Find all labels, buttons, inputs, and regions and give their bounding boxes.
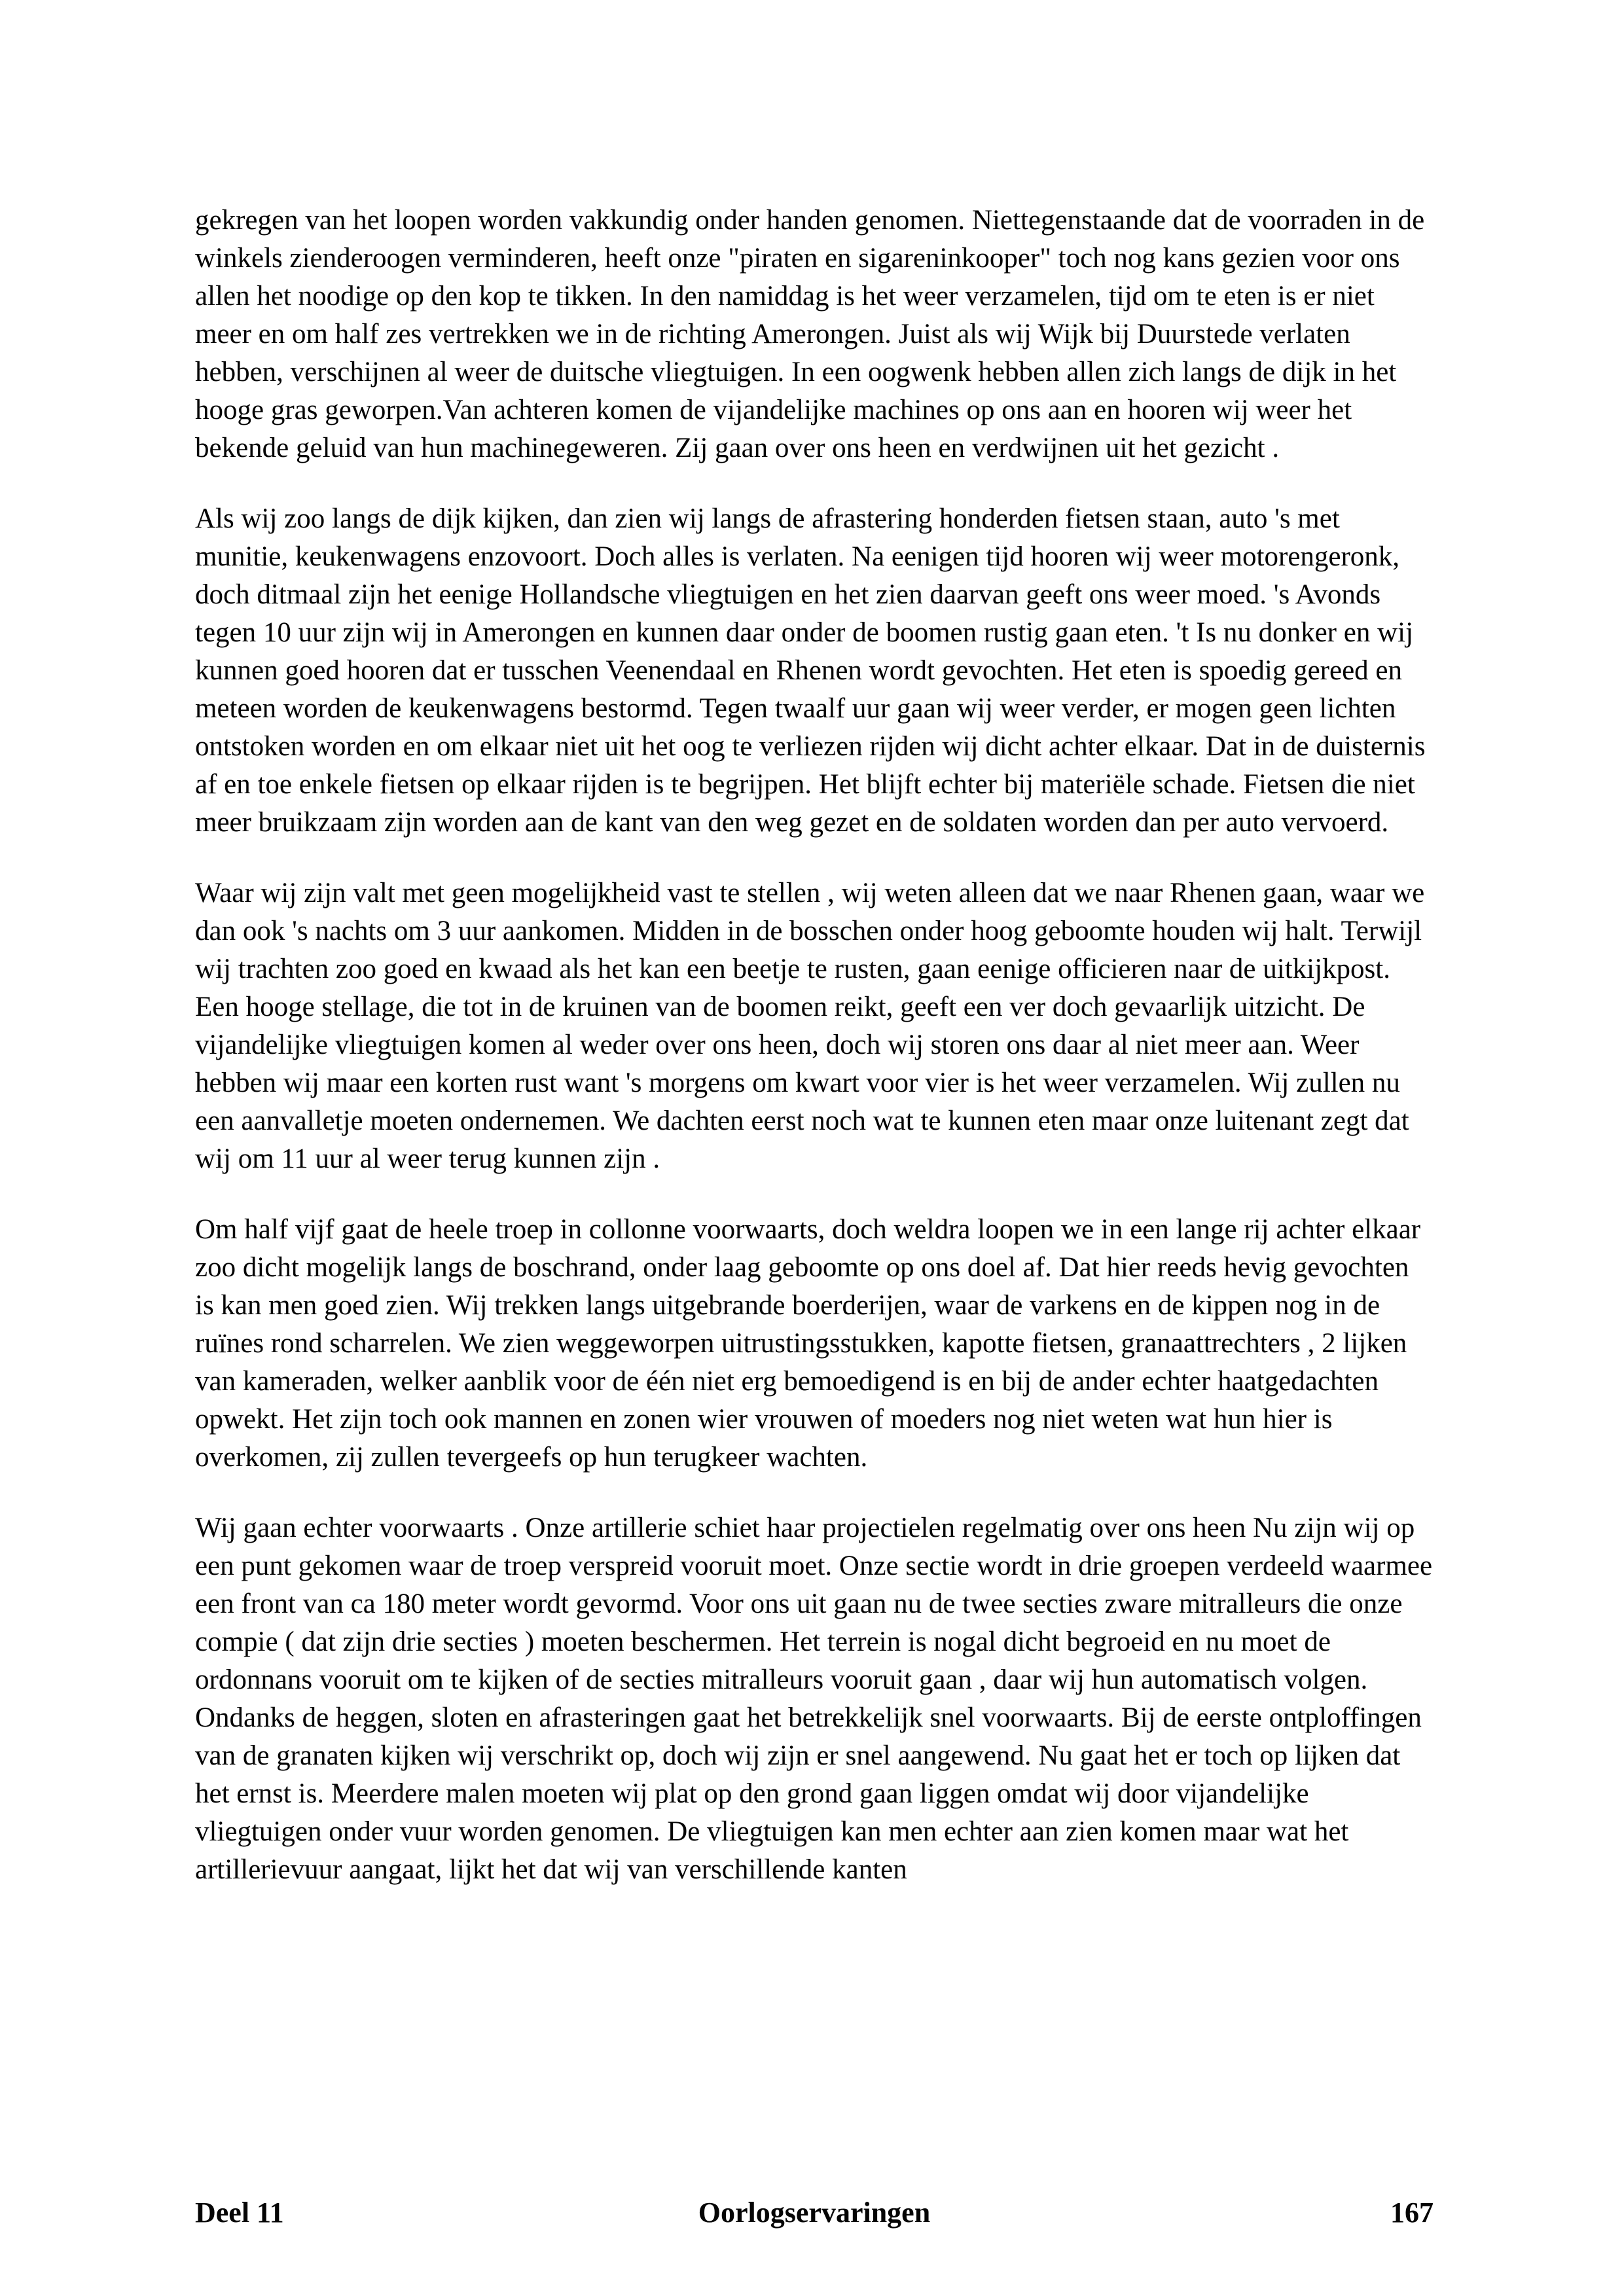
paragraph-1: gekregen van het loopen worden vakkundig onder handen genomen. Niettegenstaande dat de voorraden in de winkels zienderoogen verminderen, heeft onze "piraten en sigareninkooper" toch nog kans gezien voor ons allen het noodige op den kop te tikken. In den namiddag is het weer verzamelen, tijd om te eten is er niet meer en om half zes vertrekken we in de richting Amerongen. Juist als wij Wijk bij Duurstede verlaten hebben, verschijnen al weer de duitsche vliegtuigen. In een oogwenk hebben allen zich langs de dijk in het hooge gras geworpen.Van achteren komen de vijandelijke machines op ons aan en hooren wij weer het bekende geluid van hun machinegeweren. Zij gaan over ons heen en verdwijnen uit het gezicht . [195, 205, 1425, 463]
document-body [195, 202, 1434, 1922]
footer-page-number: 167 [1390, 2197, 1434, 2229]
footer-part-label: Deel 11 [195, 2197, 284, 2229]
footer-book-title: Oorlogservaringen [698, 2197, 931, 2229]
page-footer [195, 2194, 1434, 2232]
paragraph-4: Om half vijf gaat de heele troep in collonne voorwaarts, doch weldra loopen we in een lange rij achter elkaar zoo dicht mogelijk langs de boschrand, onder laag geboomte op ons doel af. Dat hier reeds hevig gevochten is kan men goed zien. Wij trekken langs uitgebrande boerderijen, waar de varkens en de kippen nog in de ruïnes rond scharrelen. We zien weggeworpen uitrustingsstukken, kapotte fietsen, granaattrechters , 2 lijken van kameraden, welker aanblik voor de één niet erg bemoedigend is en bij de ander echter haatgedachten opwekt. Het zijn toch ook mannen en zonen wier vrouwen of moeders nog niet weten wat hun hier is overkomen, zij zullen tevergeefs op hun terugkeer wachten. [195, 1214, 1421, 1473]
paragraph-2: Als wij zoo langs de dijk kijken, dan zien wij langs de afrastering honderden fietsen staan, auto 's met munitie, keukenwagens enzovoort. Doch alles is verlaten. Na eenigen tijd hooren wij weer motorengeronk, doch ditmaal zijn het eenige Hollandsche vliegtuigen en het zien daarvan geeft ons weer moed. 's Avonds tegen 10 uur zijn wij in Amerongen en kunnen daar onder de boomen rustig gaan eten. 't Is nu donker en wij kunnen goed hooren dat er tusschen Veenendaal en Rhenen wordt gevochten. Het eten is spoedig gereed en meteen worden de keukenwagens bestormd. Tegen twaalf uur gaan wij weer verder, er mogen geen lichten ontstoken worden en om elkaar niet uit het oog te verliezen rijden wij dicht achter elkaar. Dat in de duisternis af en toe enkele fietsen op elkaar rijden is te begrijpen. Het blijft echter bij materiële schade. Fietsen die niet meer bruikzaam zijn worden aan de kant van den weg gezet en de soldaten worden dan per auto vervoerd. [195, 503, 1426, 838]
paragraph-5: Wij gaan echter voorwaarts . Onze artillerie schiet haar projectielen regelmatig over ons heen Nu zijn wij op een punt gekomen waar de troep verspreid vooruit moet. Onze sectie wordt in drie groepen verdeeld waarmee een front van ca 180 meter wordt gevormd. Voor ons uit gaan nu de twee secties zware mitralleurs die onze compie ( dat zijn drie secties ) moeten beschermen. Het terrein is nogal dicht begroeid en nu moet de ordonnans vooruit om te kijken of de secties mitralleurs vooruit gaan , daar wij hun automatisch volgen. Ondanks de heggen, sloten en afrasteringen gaat het betrekkelijk snel voorwaarts. Bij de eerste ontploffingen van de granaten kijken wij verschrikt op, doch wij zijn er snel aangewend. Nu gaat het er toch op lijken dat het ernst is. Meerdere malen moeten wij plat op den grond gaan liggen omdat wij door vijandelijke vliegtuigen onder vuur worden genomen. De vliegtuigen kan men echter aan zien komen maar wat het artillerievuur aangaat, lijkt het dat wij van verschillende kanten [195, 1513, 1433, 1885]
paragraph-3: Waar wij zijn valt met geen mogelijkheid vast te stellen , wij weten alleen dat we naar Rhenen gaan, waar we dan ook 's nachts om 3 uur aankomen. Midden in de bosschen onder hoog geboomte houden wij halt. Terwijl wij trachten zoo goed en kwaad als het kan een beetje te rusten, gaan eenige officieren naar de uitkijkpost. Een hooge stellage, die tot in de kruinen van de boomen reikt, geeft een ver doch gevaarlijk uitzicht. De vijandelijke vliegtuigen komen al weder over ons heen, doch wij storen ons daar al niet meer aan. Weer hebben wij maar een korten rust want 's morgens om kwart voor vier is het weer verzamelen. Wij zullen nu een aanvalletje moeten ondernemen. We dachten eerst noch wat te kunnen eten maar onze luitenant zegt dat wij om 11 uur al weer terug kunnen zijn . [195, 878, 1425, 1174]
